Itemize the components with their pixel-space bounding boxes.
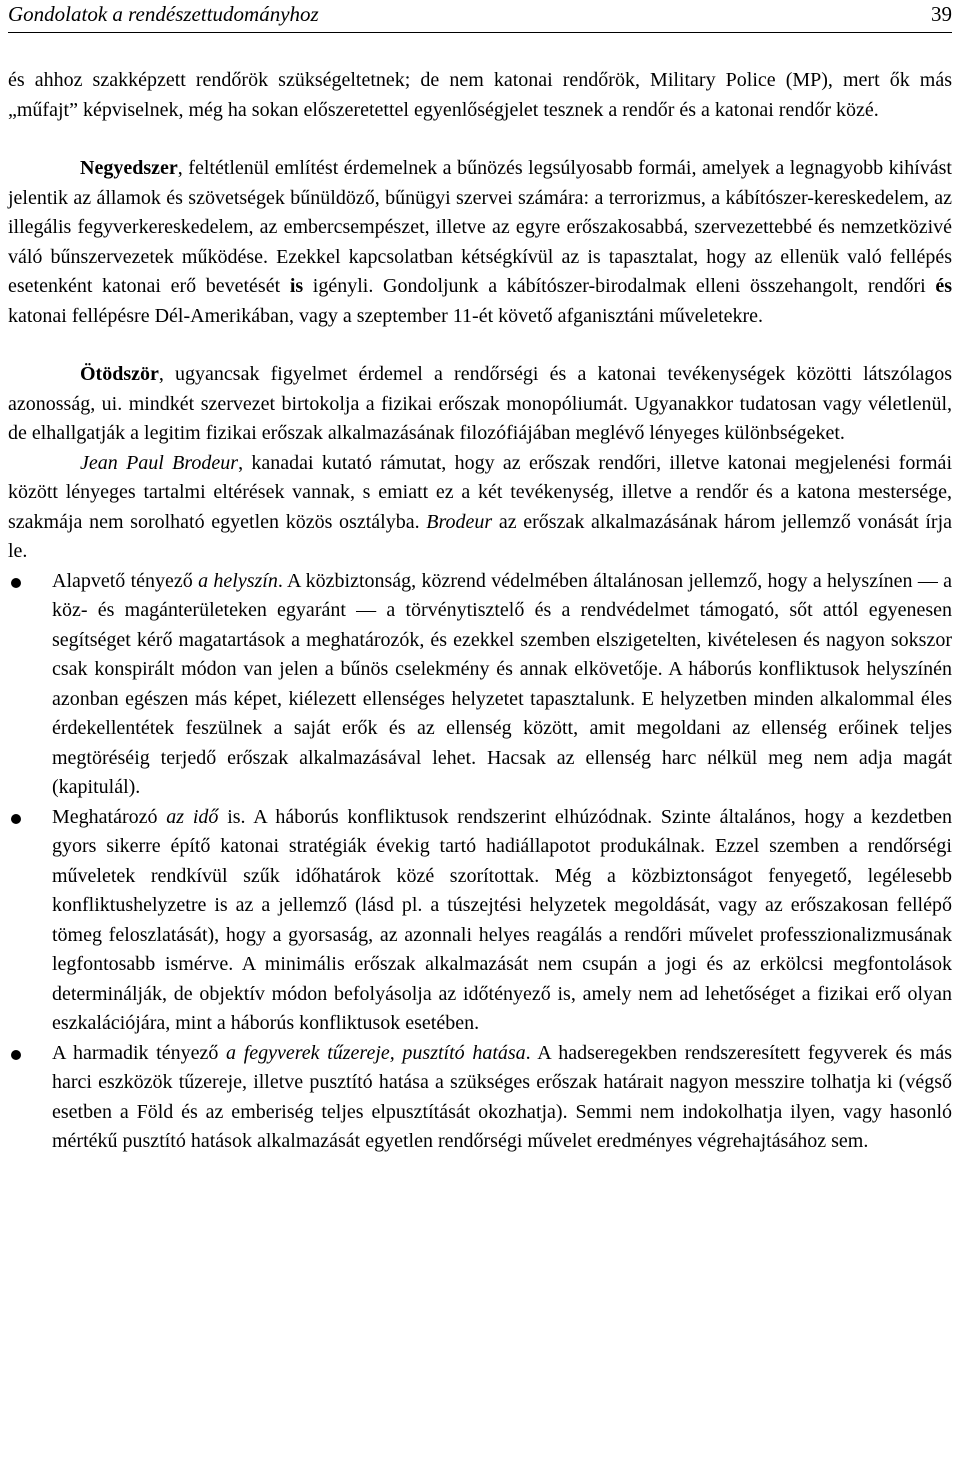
author-name: Jean Paul Brodeur	[80, 451, 239, 474]
page-body	[8, 66, 952, 1157]
list-item-text: . A hadseregekben rendszeresített fegyverek és más harci eszközök tűzereje, illetve pusztító hatása a szükséges erőszak határait nagyon messzire tolhatja ki (végső esetben a Föld és az emberiség teljes elpusztítását okozhatja). Semmi nem indokolhatja ilyen, vagy hasonló mértékű pusztító hatások alkalmazását egyetlen rendőrségi művelet eredményes végrehajtásához sem.	[52, 1041, 952, 1152]
emphasis-es: és	[935, 275, 953, 297]
paragraph-otodszor	[8, 360, 952, 449]
list-item-lead: Alapvető tényező	[52, 569, 199, 592]
paragraph-negyedszer	[8, 154, 952, 331]
keyword-negyedszer: Negyedszer	[80, 157, 178, 179]
bullet-list	[8, 567, 952, 1157]
header-rule	[8, 32, 952, 33]
page-number: 39	[931, 2, 952, 26]
paragraph-continuation	[8, 66, 952, 125]
paragraph-text: igényli. Gondoljunk a kábítószer-birodalmak elleni összehangolt, rendőri	[303, 275, 936, 297]
author-name-short: Brodeur	[426, 510, 493, 533]
list-item-term: a helyszín	[198, 569, 278, 592]
list-item	[8, 1039, 952, 1157]
keyword-otodszor: Ötödször	[80, 363, 159, 385]
paragraph-text: katonai fellépésre Dél-Amerikában, vagy a szeptember 11-ét követő afganisztáni műveletekre.	[8, 304, 764, 327]
list-item	[8, 567, 952, 803]
bullet-icon	[11, 578, 21, 588]
paragraph-text: , feltétlenül említést érdemelnek a bűnözés legsúlyosabb formái, amelyek a legnagyobb kihívást jelentik az államok és szövetségek bűnüldöző, bűnügyi szervei számára: a terrorizmus, a kábítószer-kereskedelem, az illegális fegyverkereskedelem, az embercsempészet, illetve az egyre erőszakosabbá, szervezettebbé és nemzetközivé váló bűnszervezetek működése. Ezekkel kapcsolatban kétségkívül az is tapasztalat, hogy az ellenük való fellépés esetenként katonai erő bevetését	[8, 157, 952, 297]
bullet-icon	[11, 814, 21, 824]
list-item-lead: Meghatározó	[52, 805, 167, 828]
list-item	[8, 803, 952, 1039]
bullet-icon	[11, 1050, 21, 1060]
emphasis-is: is	[289, 275, 304, 297]
list-item-text: is. A háborús konfliktusok rendszerint elhúzódnak. Szinte általános, hogy a kezdetben gyors sikerre építő katonai stratégiák évekig tartó hadiállapotot produkálnak. Ezzel szemben a rendőrségi műveletek rendkívül szűk időhatárok közé szorítottak. Még a közbiztonságot fenyegető, legélesebb konfliktushelyzetre is az a jellemző (lásd pl. a túszejtési helyzetek megoldását, vagy az erőszakosan fellépő tömeg feloszlatását), hogy a gyorsaság, az azonnali helyes reagálás a rendőri művelet professzionalizmusának legfontosabb ismérve. A minimális erőszak alkalmazását nem csupán a jogi és az erkölcsi megfontolások determinálják, de objektív módon befolyásolja az időtényező is, amely nem ad lehetőséget a fizikai erő olyan eszkalációjára, mint a háborús konfliktusok esetében.	[52, 805, 953, 1034]
running-title: Gondolatok a rendészettudományhoz	[8, 2, 319, 26]
running-header	[8, 0, 952, 32]
paragraph-text: az erőszak alkalmazásának három jellemző vonását írja le.	[8, 510, 952, 562]
paragraph-text: és ahhoz szakképzett rendőrök szükségeltetnek; de nem katonai rendőrök, Military Police (MP), mert ők más „műfajt” képviselnek, még ha sokan előszeretettel egyenlőségjelet tesznek a rendőr és a katonai rendőr közé.	[8, 69, 952, 121]
list-item-term: a fegyverek tűzereje, pusztító hatása	[226, 1041, 526, 1064]
paragraph-text: , kanadai kutató rámutat, hogy az erőszak rendőri, illetve katonai megjelenési formái között lényeges tartalmi eltérések vannak, s emiatt ez a két tevékenység, illetve a rendőr és a katona mestersége, szakmája nem sorolható egyetlen közös osztályba.	[8, 451, 952, 533]
paragraph-brodeur	[8, 449, 952, 567]
list-item-lead: A harmadik tényező	[52, 1041, 227, 1064]
list-item-term: az idő	[166, 805, 219, 828]
list-item-text: . A közbiztonság, közrend védelmében általánosan jellemző, hogy a helyszínen — a köz- és magánterületeken egyaránt — a törvénytisztelő és a rendvédelmet támogató, sőt attól egyenesen segítséget kérő magatartások a meghatározók, és ezekkel szemben elszigetelten, kivételesen és nagyon sokszor csak konspirált módon van jelen a bűnös cselekmény és annak elkövetője. A háborús konfliktusok helyszínén azonban egészen más képet, kiélezett ellenséges helyzetet tapasztalunk. E helyzetben minden alkalommal éles érdekellentétek feszülnek a saját erők és az ellenség között, amit megoldani az ellenség erőinek teljes megtöréséig terjedő erőszak alkalmazásával lehet. Hacsak az ellenség harc nélkül meg nem adja magát (kapitulál).	[52, 569, 952, 798]
paragraph-text: , ugyancsak figyelmet érdemel a rendőrségi és a katonai tevékenységek közötti látszólagos azonosság, ui. mindkét szervezet birtokolja a fizikai erőszak monopóliumát. Ugyanakkor tudatosan vagy véletlenül, de elhallgatják a legitim fizikai erőszak alkalmazásának filozófiájában meglévő lényeges különbségeket.	[8, 363, 952, 444]
